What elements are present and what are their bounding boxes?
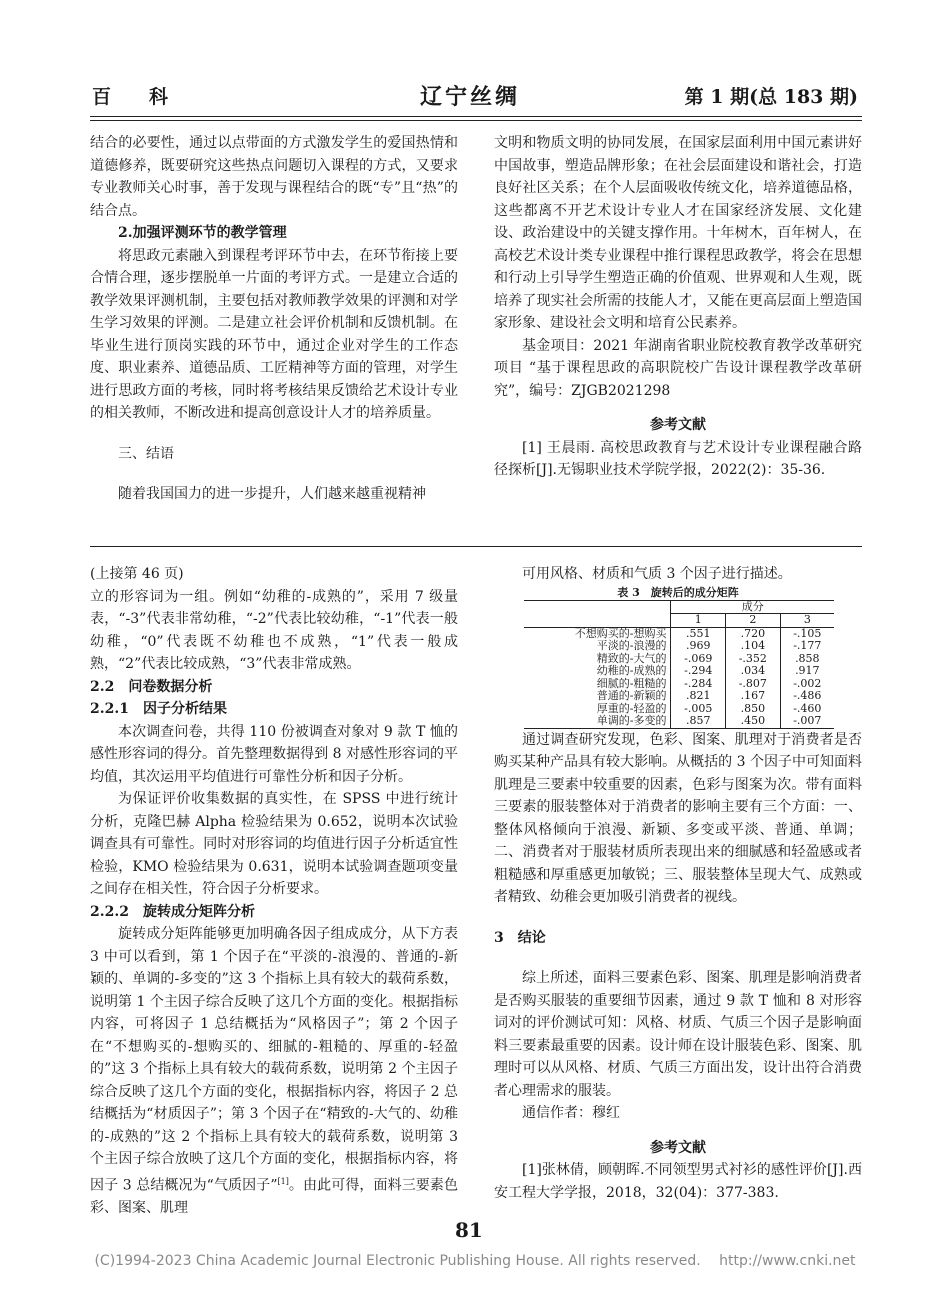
table-cell: .850 <box>726 703 781 716</box>
corresponding-author: 通信作者：穆红 <box>522 1105 620 1121</box>
section-heading: 3 结论 <box>494 929 546 946</box>
table-col-header: 3 <box>780 614 834 628</box>
rotated-component-matrix-table <box>524 600 834 729</box>
table-row-label: 不想购买的-想购买 <box>574 626 667 640</box>
table-corner <box>524 600 671 614</box>
table-cell: .857 <box>671 715 726 728</box>
paragraph: 可用风格、材质和气质 3 个因子进行描述。 <box>522 566 792 582</box>
paragraph-text: 。由此可得，面料三要素色彩、图案、肌理 <box>90 1177 458 1216</box>
table-cell: .720 <box>726 627 781 640</box>
top-right-column <box>494 132 862 482</box>
table-cell: -.069 <box>671 653 726 666</box>
bottom-right-column <box>494 563 862 1204</box>
citation-marker: [1] <box>277 1176 289 1186</box>
subsection-heading: 2.2.2 旋转成分矩阵分析 <box>90 903 255 920</box>
table-cell: -.005 <box>671 703 726 716</box>
table-row-label: 厚重的-轻盈的 <box>596 701 667 715</box>
table-cell: -.486 <box>780 690 834 703</box>
paragraph: 立的形容词为一组。例如“幼稚的-成熟的”，采用 7 级量表，“-3”代表非常幼稚，“-2”代表比较幼稚，“-1”代表一般幼稚，“0”代表既不幼稚也不成熟，“1”代表一般成熟，“2”代表比较成熟，“3”代表非常成熟。 <box>90 588 458 672</box>
table-cell: .450 <box>726 715 781 728</box>
references-title: 参考文献 <box>650 1139 706 1156</box>
table-row-label: 普通的-新颖的 <box>596 689 667 702</box>
subsection-heading: 2.2.1 因子分析结果 <box>90 701 227 717</box>
reference-item: [1]张林倩，顾朝晖.不同领型男式衬衫的感性评价[J].西安工程大学学报，2018，32(04)：377-383. <box>494 1162 862 1201</box>
table-cell: -.352 <box>726 653 781 666</box>
table-cell: -.807 <box>726 678 781 691</box>
table-row-label: 细腻的-粗糙的 <box>596 676 667 690</box>
table-cell: .821 <box>671 690 726 703</box>
table-cell: .858 <box>780 653 834 666</box>
table-corner <box>524 614 671 628</box>
table-cell: -.460 <box>780 703 834 716</box>
section-heading: 2.加强评测环节的教学管理 <box>118 225 287 241</box>
table-cell: .104 <box>726 640 781 653</box>
table-cell: -.294 <box>671 665 726 678</box>
table-cell: .034 <box>726 665 781 678</box>
paragraph-text: 旋转成分矩阵能够更加明确各因子组成成分，从下方表 3 中可以看到，第 1 个因子在“平淡的-浪漫的、普通的-新颖的、单调的-多变的”这 3 个指标上具有较大的载荷系数，说明第 1 个主因子综合反映了这几个方面的变化。根据指标内容，可将因子 1 总结概括为“风格因子”；第 2 个因子在“不想购买的-想购买的、细腻的-粗糙的、厚重的-轻盈的”这 3 个指标上具有较大的载荷系数，说明第 2 个主因子综合反映了这几个方面的变化，根据指标内容，将因子 2 总结概括为“材质因子”；第 3 个因子在“精致的-大气的、幼稚的-成熟的”这 2 个指标上具有较大的载荷系数，说明第 3 个主因子综合放映了这几个方面的变化，根据指标内容，将因子 3 总结概况为“气质因子” <box>90 926 458 1194</box>
table-cell: -.105 <box>780 627 834 640</box>
table-cell: .917 <box>780 665 834 678</box>
top-left-column <box>90 132 458 506</box>
paragraph: 为保证评价收集数据的真实性，在 SPSS 中进行统计分析，克隆巴赫 Alpha 检验结果为 0.652，说明本次试验调查具有可靠性。同时对形容词的均值进行因子分析适宜性检验，KMO 检验结果为 0.631，说明本试验调查题项变量之间存在相关性，符合因子分析要求。 <box>90 791 458 897</box>
paragraph <box>90 923 458 1219</box>
subsection-heading: 2.2 问卷数据分析 <box>90 678 213 695</box>
table-row-label: 幼稚的-成熟的 <box>596 664 667 677</box>
issue-number: 第 1 期(总 183 期) <box>684 86 858 108</box>
journal-title: 辽宁丝绸 <box>420 84 521 110</box>
paragraph: 随着我国国力的进一步提升，人们越来越重视精神 <box>118 486 426 502</box>
paragraph: 将思政元素融入到课程考评环节中去，在环节衔接上要合情合理，逐步摆脱单一片面的考评方式。一是建立合适的教学效果评测机制，主要包括对教师教学效果的评测和对学生学习效果的评测。二是建立社会评价机制和反馈机制。在毕业生进行顶岗实践的环节中，通过企业对学生的工作态度、职业素养、道德品质、工匠精神等方面的管理，对学生进行思政方面的考核，同时将考核结果反馈给艺术设计专业的相关教师，不断改进和提高创意设计人才的培养质量。 <box>90 247 458 421</box>
section-divider <box>90 546 862 547</box>
table-col-header: 2 <box>726 614 781 628</box>
paragraph: 综上所述，面料三要素色彩、图案、肌理是影响消费者是否购买服装的重要细节因素，通过 9 款 T 恤和 8 对形容词对的评价测试可知：风格、材质、气质三个因子是影响面料三要素最重要的因素。设计师在设计服装色彩、图案、肌理时可以从风格、材质、气质三方面出发，设计出符合消费者心理需求的服装。 <box>494 970 862 1099</box>
references-title: 参考文献 <box>650 417 706 433</box>
continued-note: (上接第 46 页) <box>90 566 184 582</box>
table-caption: 表 3 旋转后的成分矩阵 <box>617 585 739 599</box>
fund-note: 基金项目：2021 年湖南省职业院校教育教学改革研究项目 “基于课程思政的高职院校广告设计课程教学改革研究”，编号：ZJGB2021298 <box>494 337 862 399</box>
table-cell: .551 <box>671 627 726 640</box>
table-cell: .167 <box>726 690 781 703</box>
table-cell: -.177 <box>780 640 834 653</box>
table-row-label: 单调的-多变的 <box>596 714 667 727</box>
table-col-header: 1 <box>671 614 726 628</box>
section-heading: 三、结语 <box>118 445 174 462</box>
paragraph: 通过调查研究发现，色彩、图案、肌理对于消费者是否购买某种产品具有较大影响。从概括的 3 个因子中可知面料肌理是三要素中较重要的因素，色彩与图案为次。带有面料三要素的服装整体对于消费者的影响主要有三个方面：一、整体风格倾向于浪漫、新颖、多变或平淡、普通、单调；二、消费者对于服装材质所表现出来的细腻感和轻盈感或者粗糙感和厚重感更加敏锐；三、服装整体呈现大气、成熟或者精致、幼稚会更加吸引消费者的视线。 <box>494 731 862 905</box>
table-row-label: 精致的-大气的 <box>596 651 667 665</box>
table-cell: -.284 <box>671 678 726 691</box>
table-cell: .969 <box>671 640 726 653</box>
header-rule <box>90 116 862 117</box>
reference-item: [1] 王晨雨. 高校思政教育与艺术设计专业课程融合路径探析[J].无锡职业技术学院学报，2022(2)：35-36. <box>494 439 862 478</box>
paragraph: 文明和物质文明的协同发展，在国家层面利用中国元素讲好中国故事，塑造品牌形象；在社会层面建设和谐社会，打造良好社区关系；在个人层面吸收传统文化，培养道德品格，这些都离不开艺术设计专业人才在国家经济发展、文化建设、政治建设中的关键支撑作用。十年树木，百年树人，在高校艺术设计类专业课程中推行课程思政教学，将会在思想和行动上引导学生塑造正确的价值观、世界观和人生观，既培养了现实社会所需的技能人才，又能在更高层面上塑造国家形象、建设社会文明和培育公民素养。 <box>494 135 862 331</box>
header-rule-2 <box>90 120 862 121</box>
table-row-label: 平淡的-浪漫的 <box>596 639 667 652</box>
bottom-left-column <box>90 563 458 1219</box>
table-cell: -.002 <box>780 678 834 691</box>
page-number: 81 <box>455 1218 483 1242</box>
table-cell: -.007 <box>780 715 834 728</box>
paragraph: 本次调查问卷，共得 110 份被调查对象对 9 款 T 恤的感性形容词的得分。首先整理数据得到 8 对感性形容词的平均值，其次运用平均值进行可靠性分析和因子分析。 <box>90 723 458 785</box>
copyright-footer: (C)1994-2023 China Academic Journal Electronic Publishing House. All rights reserved. http://www.cnki.net <box>94 1253 856 1269</box>
paragraph: 结合的必要性，通过以点带面的方式激发学生的爱国热情和道德修养，既要研究这些热点问题切入课程的方式，又要求专业教师关心时事，善于发现与课程结合的既“专”且“热”的结合点。 <box>90 135 458 219</box>
table-group-header: 成分 <box>671 600 834 614</box>
header-section: 百 科 <box>92 86 169 108</box>
